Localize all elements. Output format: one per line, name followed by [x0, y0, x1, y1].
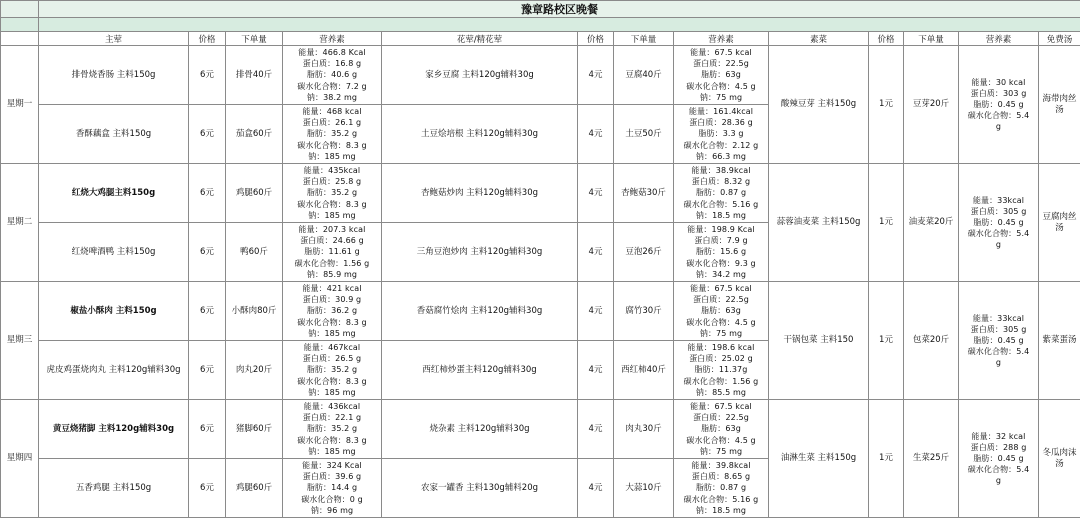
- half-dish-nutrition: [674, 459, 769, 518]
- nutrition-line: 蛋白质：22.5g: [693, 295, 749, 305]
- nutrition-line: 能量：30 kcal: [971, 77, 1026, 87]
- veg-dish-price: 1元: [869, 46, 904, 164]
- main-dish-price: 6元: [189, 282, 226, 341]
- nutrition-line: 碳水化合物：0 g: [301, 494, 363, 504]
- header-nutrition-veg: 营养素: [959, 32, 1039, 46]
- header-corner: [1, 32, 39, 46]
- nutrition-list: [674, 282, 768, 340]
- half-dish-qty: 腐竹30斤: [614, 282, 674, 341]
- half-dish-price: 4元: [578, 341, 614, 400]
- nutrition-line: 蛋白质：25.02 g: [689, 354, 753, 364]
- main-dish-price: 6元: [189, 400, 226, 459]
- half-dish-qty: 豆腐40斤: [614, 46, 674, 105]
- header-band: [39, 18, 1080, 32]
- menu-row: [1, 164, 1080, 223]
- nutrition-line: 蛋白质：305 g: [970, 324, 1027, 334]
- nutrition-line: 钠：75 mg: [699, 446, 743, 456]
- main-dish-qty: 排骨40斤: [226, 46, 283, 105]
- nutrition-line: 脂肪：11.61 g: [304, 247, 360, 257]
- nutrition-line: 碳水化合物：5.4: [967, 347, 1030, 357]
- nutrition-line: 脂肪：63g: [701, 424, 741, 434]
- veg-dish-name: 油淋生菜 主料150g: [769, 400, 869, 518]
- header-price-half: 价格: [578, 32, 614, 46]
- nutrition-line: 脂肪：3.3 g: [698, 129, 744, 139]
- nutrition-line: 能量：435kcal: [303, 166, 361, 176]
- header-veg-dish: 素菜: [769, 32, 869, 46]
- nutrition-list: [283, 46, 381, 104]
- free-soup-name: 海带肉丝汤: [1039, 46, 1080, 164]
- nutrition-line: 能量：161.4kcal: [688, 107, 754, 117]
- nutrition-line: 蛋白质：26.1 g: [302, 118, 362, 128]
- nutrition-list: [674, 105, 768, 163]
- nutrition-line: 钠：185 mg: [308, 328, 356, 338]
- veg-dish-name: 酸辣豆芽 主料150g: [769, 46, 869, 164]
- nutrition-line: 碳水化合物：5.4: [967, 229, 1030, 239]
- nutrition-line: 钠：66.3 mg: [695, 151, 747, 161]
- header-half-dish: 花荤/精花荤: [382, 32, 578, 46]
- header-price-main: 价格: [189, 32, 226, 46]
- sheet-title: 豫章路校区晚餐: [39, 1, 1080, 18]
- weekday-label: 星期一: [1, 46, 39, 164]
- main-dish-qty: 肉丸20斤: [226, 341, 283, 400]
- nutrition-line: 能量：33kcal: [972, 195, 1025, 205]
- main-dish-nutrition: [283, 341, 382, 400]
- half-dish-price: 4元: [578, 282, 614, 341]
- half-dish-qty: 肉丸30斤: [614, 400, 674, 459]
- nutrition-line: 脂肪：63g: [701, 70, 741, 80]
- nutrition-line: 蛋白质：26.5 g: [302, 354, 362, 364]
- nutrition-list: [674, 46, 768, 104]
- nutrition-line: 钠：185 mg: [308, 151, 356, 161]
- nutrition-line: 蛋白质：288 g: [970, 442, 1027, 452]
- nutrition-line: 蛋白质：8.32 g: [691, 177, 751, 187]
- nutrition-line: 能量：33kcal: [972, 313, 1025, 323]
- nutrition-line: 钠：18.5 mg: [695, 505, 747, 515]
- half-dish-name: 家乡豆腐 主料120g辅料30g: [382, 46, 578, 105]
- nutrition-line: 碳水化合物：1.56 g: [294, 258, 370, 268]
- nutrition-list: [283, 105, 381, 163]
- nutrition-list: [674, 341, 768, 399]
- nutrition-line: 碳水化合物：5.4: [967, 465, 1030, 475]
- main-dish-qty: 小酥肉80斤: [226, 282, 283, 341]
- nutrition-list: [283, 400, 381, 458]
- nutrition-line: 能量：198.6 kcal: [687, 343, 755, 353]
- nutrition-line: 蛋白质：16.8 g: [302, 59, 362, 69]
- main-dish-name: 排骨烧香肠 主料150g: [39, 46, 189, 105]
- nutrition-line: 脂肪：0.45 g: [973, 99, 1024, 109]
- nutrition-line: 蛋白质：8.65 g: [691, 472, 751, 482]
- nutrition-line: 蛋白质：22.5g: [693, 413, 749, 423]
- nutrition-list: [283, 282, 381, 340]
- nutrition-list: [283, 341, 381, 399]
- half-dish-price: 4元: [578, 105, 614, 164]
- nutrition-line: 蛋白质：7.9 g: [694, 236, 748, 246]
- main-dish-price: 6元: [189, 105, 226, 164]
- main-dish-name: 香酥藕盒 主料150g: [39, 105, 189, 164]
- nutrition-list: [283, 164, 381, 222]
- nutrition-line: g: [995, 122, 1002, 132]
- veg-dish-price: 1元: [869, 164, 904, 282]
- nutrition-line: 蛋白质：28.36 g: [689, 118, 753, 128]
- main-dish-nutrition: [283, 164, 382, 223]
- veg-dish-name: 蒜蓉油麦菜 主料150g: [769, 164, 869, 282]
- veg-dish-qty: 生菜25斤: [904, 400, 959, 518]
- nutrition-line: 蛋白质：24.66 g: [300, 236, 364, 246]
- main-dish-price: 6元: [189, 459, 226, 518]
- menu-body: [1, 46, 1080, 518]
- veg-dish-qty: 包菜20斤: [904, 282, 959, 400]
- half-dish-nutrition: [674, 282, 769, 341]
- main-dish-name: 红烧啤酒鸭 主料150g: [39, 223, 189, 282]
- nutrition-line: 脂肪：14.4 g: [306, 483, 358, 493]
- header-nutrition-main: 营养素: [283, 32, 382, 46]
- half-dish-name: 土豆烩培根 主料120g辅料30g: [382, 105, 578, 164]
- nutrition-line: 脂肪：0.87 g: [695, 188, 747, 198]
- nutrition-line: 蛋白质：22.1 g: [302, 413, 362, 423]
- veg-dish-nutrition: [959, 46, 1039, 164]
- nutrition-list: [959, 282, 1038, 399]
- nutrition-line: 钠：96 mg: [310, 505, 354, 515]
- half-dish-nutrition: [674, 164, 769, 223]
- nutrition-line: 碳水化合物：1.56 g: [683, 376, 759, 386]
- main-dish-nutrition: [283, 282, 382, 341]
- nutrition-line: 脂肪：35.2 g: [306, 424, 358, 434]
- main-dish-nutrition: [283, 223, 382, 282]
- menu-row: [1, 400, 1080, 459]
- half-dish-name: 香菇腐竹烩肉 主料120g辅料30g: [382, 282, 578, 341]
- header-price-veg: 价格: [869, 32, 904, 46]
- half-dish-nutrition: [674, 400, 769, 459]
- nutrition-line: 脂肪：36.2 g: [306, 306, 358, 316]
- nutrition-list: [674, 164, 768, 222]
- header-qty-main: 下单量: [226, 32, 283, 46]
- main-dish-name: 椒盐小酥肉 主料150g: [39, 282, 189, 341]
- main-dish-nutrition: [283, 459, 382, 518]
- veg-dish-name: 干锅包菜 主料150: [769, 282, 869, 400]
- half-dish-name: 三角豆泡炒肉 主料120g辅料30g: [382, 223, 578, 282]
- nutrition-line: g: [995, 358, 1002, 368]
- half-dish-nutrition: [674, 105, 769, 164]
- nutrition-line: 能量：421 kcal: [302, 284, 362, 294]
- nutrition-line: 能量：67.5 kcal: [690, 284, 752, 294]
- nutrition-line: 碳水化合物：5.16 g: [683, 199, 759, 209]
- nutrition-line: 碳水化合物：8.3 g: [297, 317, 367, 327]
- nutrition-line: g: [995, 240, 1002, 250]
- weekday-label: 星期四: [1, 400, 39, 518]
- nutrition-line: 脂肪：63g: [701, 306, 741, 316]
- half-dish-qty: 大蒜10斤: [614, 459, 674, 518]
- veg-dish-nutrition: [959, 164, 1039, 282]
- nutrition-line: 碳水化合物：8.3 g: [297, 376, 367, 386]
- nutrition-line: 碳水化合物：4.5 g: [686, 81, 756, 91]
- half-dish-price: 4元: [578, 400, 614, 459]
- veg-dish-qty: 油麦菜20斤: [904, 164, 959, 282]
- nutrition-line: 能量：436kcal: [303, 402, 361, 412]
- nutrition-line: 脂肪：35.2 g: [306, 129, 358, 139]
- nutrition-line: 钠：18.5 mg: [695, 210, 747, 220]
- header-qty-veg: 下单量: [904, 32, 959, 46]
- header-free-soup: 免费汤: [1039, 32, 1080, 46]
- nutrition-list: [959, 46, 1038, 163]
- veg-dish-nutrition: [959, 400, 1039, 518]
- half-dish-price: 4元: [578, 164, 614, 223]
- nutrition-line: 能量：466.8 Kcal: [298, 48, 366, 58]
- nutrition-list: [283, 459, 381, 517]
- nutrition-line: 蛋白质：25.8 g: [302, 177, 362, 187]
- veg-dish-qty: 豆芽20斤: [904, 46, 959, 164]
- header-main-dish: 主荤: [39, 32, 189, 46]
- nutrition-line: 能量：32 kcal: [971, 431, 1026, 441]
- nutrition-line: 蛋白质：39.6 g: [302, 472, 362, 482]
- half-dish-price: 4元: [578, 459, 614, 518]
- header-qty-half: 下单量: [614, 32, 674, 46]
- main-dish-name: 五香鸡腿 主料150g: [39, 459, 189, 518]
- main-dish-qty: 鸭60斤: [226, 223, 283, 282]
- free-soup-name: 冬瓜肉沫汤: [1039, 400, 1080, 518]
- nutrition-line: 脂肪：0.45 g: [973, 335, 1024, 345]
- main-dish-qty: 茄盒60斤: [226, 105, 283, 164]
- nutrition-line: 钠：185 mg: [308, 387, 356, 397]
- nutrition-line: 脂肪：0.45 g: [973, 217, 1024, 227]
- nutrition-list: [674, 459, 768, 517]
- nutrition-line: 碳水化合物：7.2 g: [297, 81, 367, 91]
- nutrition-line: 能量：38.9kcal: [691, 166, 751, 176]
- half-dish-nutrition: [674, 223, 769, 282]
- half-dish-qty: 豆泡26斤: [614, 223, 674, 282]
- nutrition-line: 脂肪：35.2 g: [306, 365, 358, 375]
- half-dish-qty: 西红柿40斤: [614, 341, 674, 400]
- free-soup-name: 紫菜蛋汤: [1039, 282, 1080, 400]
- title-corner: [1, 1, 39, 18]
- main-dish-qty: 鸡腿60斤: [226, 459, 283, 518]
- nutrition-line: 能量：198.9 Kcal: [687, 225, 755, 235]
- nutrition-line: 碳水化合物：5.16 g: [683, 494, 759, 504]
- veg-dish-nutrition: [959, 282, 1039, 400]
- nutrition-line: 能量：67.5 kcal: [690, 402, 752, 412]
- half-dish-qty: 杏鲍菇30斤: [614, 164, 674, 223]
- main-dish-price: 6元: [189, 164, 226, 223]
- half-dish-name: 西红柿炒蛋主料120g辅料30g: [382, 341, 578, 400]
- nutrition-line: 钠：34.2 mg: [695, 269, 747, 279]
- nutrition-line: 脂肪：0.45 g: [973, 453, 1024, 463]
- nutrition-line: 钠：85.5 mg: [695, 387, 747, 397]
- main-dish-nutrition: [283, 105, 382, 164]
- nutrition-line: 蛋白质：22.5g: [693, 59, 749, 69]
- nutrition-line: 脂肪：11.37g: [694, 365, 748, 375]
- nutrition-line: 脂肪：40.6 g: [306, 70, 358, 80]
- veg-dish-price: 1元: [869, 282, 904, 400]
- half-dish-nutrition: [674, 341, 769, 400]
- nutrition-line: 能量：207.3 kcal: [298, 225, 366, 235]
- main-dish-qty: 猪脚60斤: [226, 400, 283, 459]
- nutrition-line: 能量：468 kcal: [302, 107, 362, 117]
- nutrition-line: 碳水化合物：8.3 g: [297, 199, 367, 209]
- main-dish-name: 虎皮鸡蛋烧肉丸 主料120g辅料30g: [39, 341, 189, 400]
- main-dish-price: 6元: [189, 46, 226, 105]
- nutrition-line: 碳水化合物：9.3 g: [686, 258, 756, 268]
- nutrition-line: 碳水化合物：2.12 g: [683, 140, 759, 150]
- half-dish-name: 农家一罐香 主料130g辅料20g: [382, 459, 578, 518]
- main-dish-nutrition: [283, 46, 382, 105]
- nutrition-line: 碳水化合物：4.5 g: [686, 317, 756, 327]
- nutrition-line: 能量：67.5 kcal: [690, 48, 752, 58]
- main-dish-nutrition: [283, 400, 382, 459]
- weekday-label: 星期二: [1, 164, 39, 282]
- nutrition-line: 脂肪：0.87 g: [695, 483, 747, 493]
- nutrition-line: 钠：38.2 mg: [306, 92, 358, 102]
- main-dish-name: 黄豆烧猪脚 主料120g辅料30g: [39, 400, 189, 459]
- main-dish-qty: 鸡腿60斤: [226, 164, 283, 223]
- nutrition-line: 碳水化合物：5.4: [967, 111, 1030, 121]
- nutrition-line: 钠：185 mg: [308, 446, 356, 456]
- menu-row: [1, 282, 1080, 341]
- nutrition-line: 钠：75 mg: [699, 92, 743, 102]
- band-corner: [1, 18, 39, 32]
- nutrition-line: 碳水化合物：8.3 g: [297, 435, 367, 445]
- half-dish-nutrition: [674, 46, 769, 105]
- veg-dish-price: 1元: [869, 400, 904, 518]
- nutrition-list: [674, 223, 768, 281]
- header-nutrition-half: 营养素: [674, 32, 769, 46]
- nutrition-list: [674, 400, 768, 458]
- menu-row: [1, 46, 1080, 105]
- nutrition-line: 蛋白质：30.9 g: [302, 295, 362, 305]
- nutrition-line: 碳水化合物：4.5 g: [686, 435, 756, 445]
- nutrition-line: 蛋白质：305 g: [970, 206, 1027, 216]
- half-dish-name: 杏鲍菇炒肉 主料120g辅料30g: [382, 164, 578, 223]
- nutrition-list: [959, 164, 1038, 281]
- main-dish-name: 红烧大鸡腿主料150g: [39, 164, 189, 223]
- free-soup-name: 豆腐肉丝汤: [1039, 164, 1080, 282]
- nutrition-line: 蛋白质：303 g: [970, 88, 1027, 98]
- weekday-label: 星期三: [1, 282, 39, 400]
- nutrition-line: 能量：467kcal: [303, 343, 361, 353]
- half-dish-qty: 土豆50斤: [614, 105, 674, 164]
- half-dish-price: 4元: [578, 223, 614, 282]
- nutrition-line: g: [995, 476, 1002, 486]
- nutrition-line: 能量：39.8kcal: [691, 461, 751, 471]
- nutrition-line: 能量：324 Kcal: [302, 461, 362, 471]
- nutrition-line: 钠：75 mg: [699, 328, 743, 338]
- main-dish-price: 6元: [189, 223, 226, 282]
- nutrition-list: [283, 223, 381, 281]
- main-dish-price: 6元: [189, 341, 226, 400]
- nutrition-line: 脂肪：15.6 g: [695, 247, 747, 257]
- nutrition-line: 钠：85.9 mg: [306, 269, 358, 279]
- nutrition-line: 碳水化合物：8.3 g: [297, 140, 367, 150]
- nutrition-list: [959, 400, 1038, 517]
- half-dish-price: 4元: [578, 46, 614, 105]
- nutrition-line: 钠：185 mg: [308, 210, 356, 220]
- nutrition-line: 脂肪：35.2 g: [306, 188, 358, 198]
- half-dish-name: 烧杂素 主料120g辅料30g: [382, 400, 578, 459]
